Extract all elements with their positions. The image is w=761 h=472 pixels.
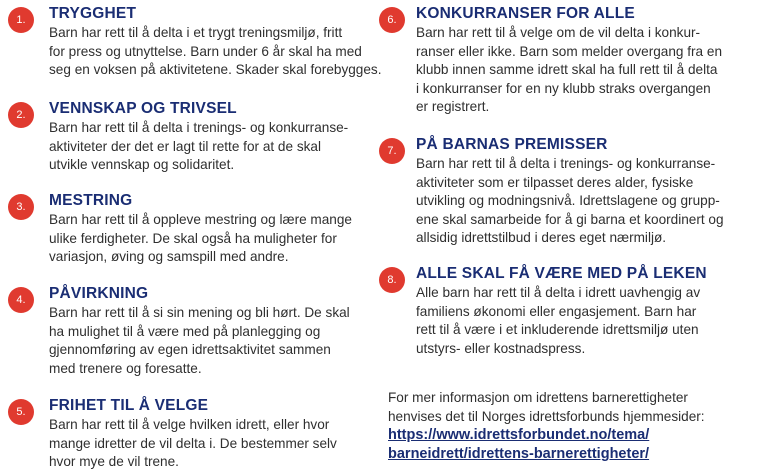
right-text-line: med trenere og foresatte. xyxy=(49,360,202,376)
right-text-line: Barn har rett til å velge om de vil delta i konkur- xyxy=(416,25,701,40)
right-text-line: allsidig idrettstilbud i deres eget nærmiljø. xyxy=(416,230,667,245)
number-badge: 5. xyxy=(8,399,34,425)
right-text-line: Alle barn har rett til å delta i idrett uavhengig av xyxy=(416,285,701,300)
right-text-line: variasjon, øving og samspill med andre. xyxy=(49,249,289,264)
right-text-line: ene skal samarbeide for å gi barna et koordinert og xyxy=(416,211,724,227)
footer-text-line: henvises det til Norges idrettsforbunds hjemmesider: xyxy=(388,408,705,424)
right-text-line: Barn har rett til å si sin mening og bli hørt. De skal xyxy=(49,305,350,320)
right-title: PÅ BARNAS PREMISSER xyxy=(416,136,608,153)
right-title: KONKURRANSER FOR ALLE xyxy=(416,5,635,22)
right-text-line: Barn har rett til å oppleve mestring og lære mange xyxy=(49,212,352,227)
right-text-line: klubb innen samme idrett skal ha full rett til å delta xyxy=(416,62,718,77)
barnerettigheter-link[interactable]: barneidrett/idrettens-barnerettigheter/ xyxy=(388,446,650,462)
footer-text-line: For mer informasjon om idrettens barnerettigheter xyxy=(388,390,688,405)
right-text-line: ulike ferdigheter. De skal også ha muligheter for xyxy=(49,230,337,246)
right-text-line: utstyrs- eller kostnadspress. xyxy=(416,340,586,356)
right-text-line: familiens økonomi eller engasjement. Barn har xyxy=(416,303,697,319)
right-text-line: hvor mye de vil trene. xyxy=(49,454,179,469)
number-badge: 6. xyxy=(379,7,405,33)
right-text-line: aktiviteter som er tilpasset deres alder, fysiske xyxy=(416,174,694,190)
right-text-line: er registrert. xyxy=(416,99,490,114)
right-text-line: ranser eller ikke. Barn som melder overgang fra en xyxy=(416,43,722,59)
info-footer xyxy=(388,389,705,464)
right-text-line: Barn har rett til å delta i et trygt treningsmiljø, fritt xyxy=(49,25,343,40)
number-badge: 3. xyxy=(8,194,34,220)
number-badge: 2. xyxy=(8,102,34,128)
right-text-line: aktiviteter der det er lagt til rette for at de skal xyxy=(49,138,322,154)
number-badge: 1. xyxy=(8,7,34,33)
right-title: MESTRING xyxy=(49,192,133,209)
barnerettigheter-link[interactable]: https://www.idrettsforbundet.no/tema/ xyxy=(388,427,650,443)
right-text-line: utvikle vennskap og solidaritet. xyxy=(49,157,235,172)
right-title: ALLE SKAL FÅ VÆRE MED PÅ LEKEN xyxy=(416,265,707,282)
number-badge: 4. xyxy=(8,287,34,313)
right-text-line: i konkurranser for en ny klubb straks overgangen xyxy=(416,80,711,96)
right-title: FRIHET TIL Å VELGE xyxy=(49,397,209,414)
number-badge: 8. xyxy=(379,267,405,293)
right-text-line: Barn har rett til å velge hvilken idrett, eller hvor xyxy=(49,417,330,432)
right-text-line: seg en voksen på aktivitetene. Skader skal forebygges. xyxy=(49,62,382,77)
right-text-line: Barn har rett til å delta i trenings- og konkurranse- xyxy=(49,120,349,135)
right-title: TRYGGHET xyxy=(49,5,137,22)
right-text-line: Barn har rett til å delta i trenings- og konkurranse- xyxy=(416,156,716,171)
right-text-line: gjennomføring av egen idrettsaktivitet sammen xyxy=(49,342,331,357)
number-badge: 7. xyxy=(379,138,405,164)
right-text-line: rett til å være i et inkluderende idrettsmiljø uten xyxy=(416,322,699,337)
right-text-line: for press og utnyttelse. Barn under 6 år skal ha med xyxy=(49,43,362,59)
right-text-line: mange idretter de vil delta i. De bestemmer selv xyxy=(49,435,337,451)
right-text-line: ha mulighet til å være med på planlegging og xyxy=(49,323,321,339)
right-title: PÅVIRKNING xyxy=(49,285,149,302)
right-text-line: utvikling og modningsnivå. Idrettslagene og grupp- xyxy=(416,193,720,208)
right-title: VENNSKAP OG TRIVSEL xyxy=(49,100,237,117)
